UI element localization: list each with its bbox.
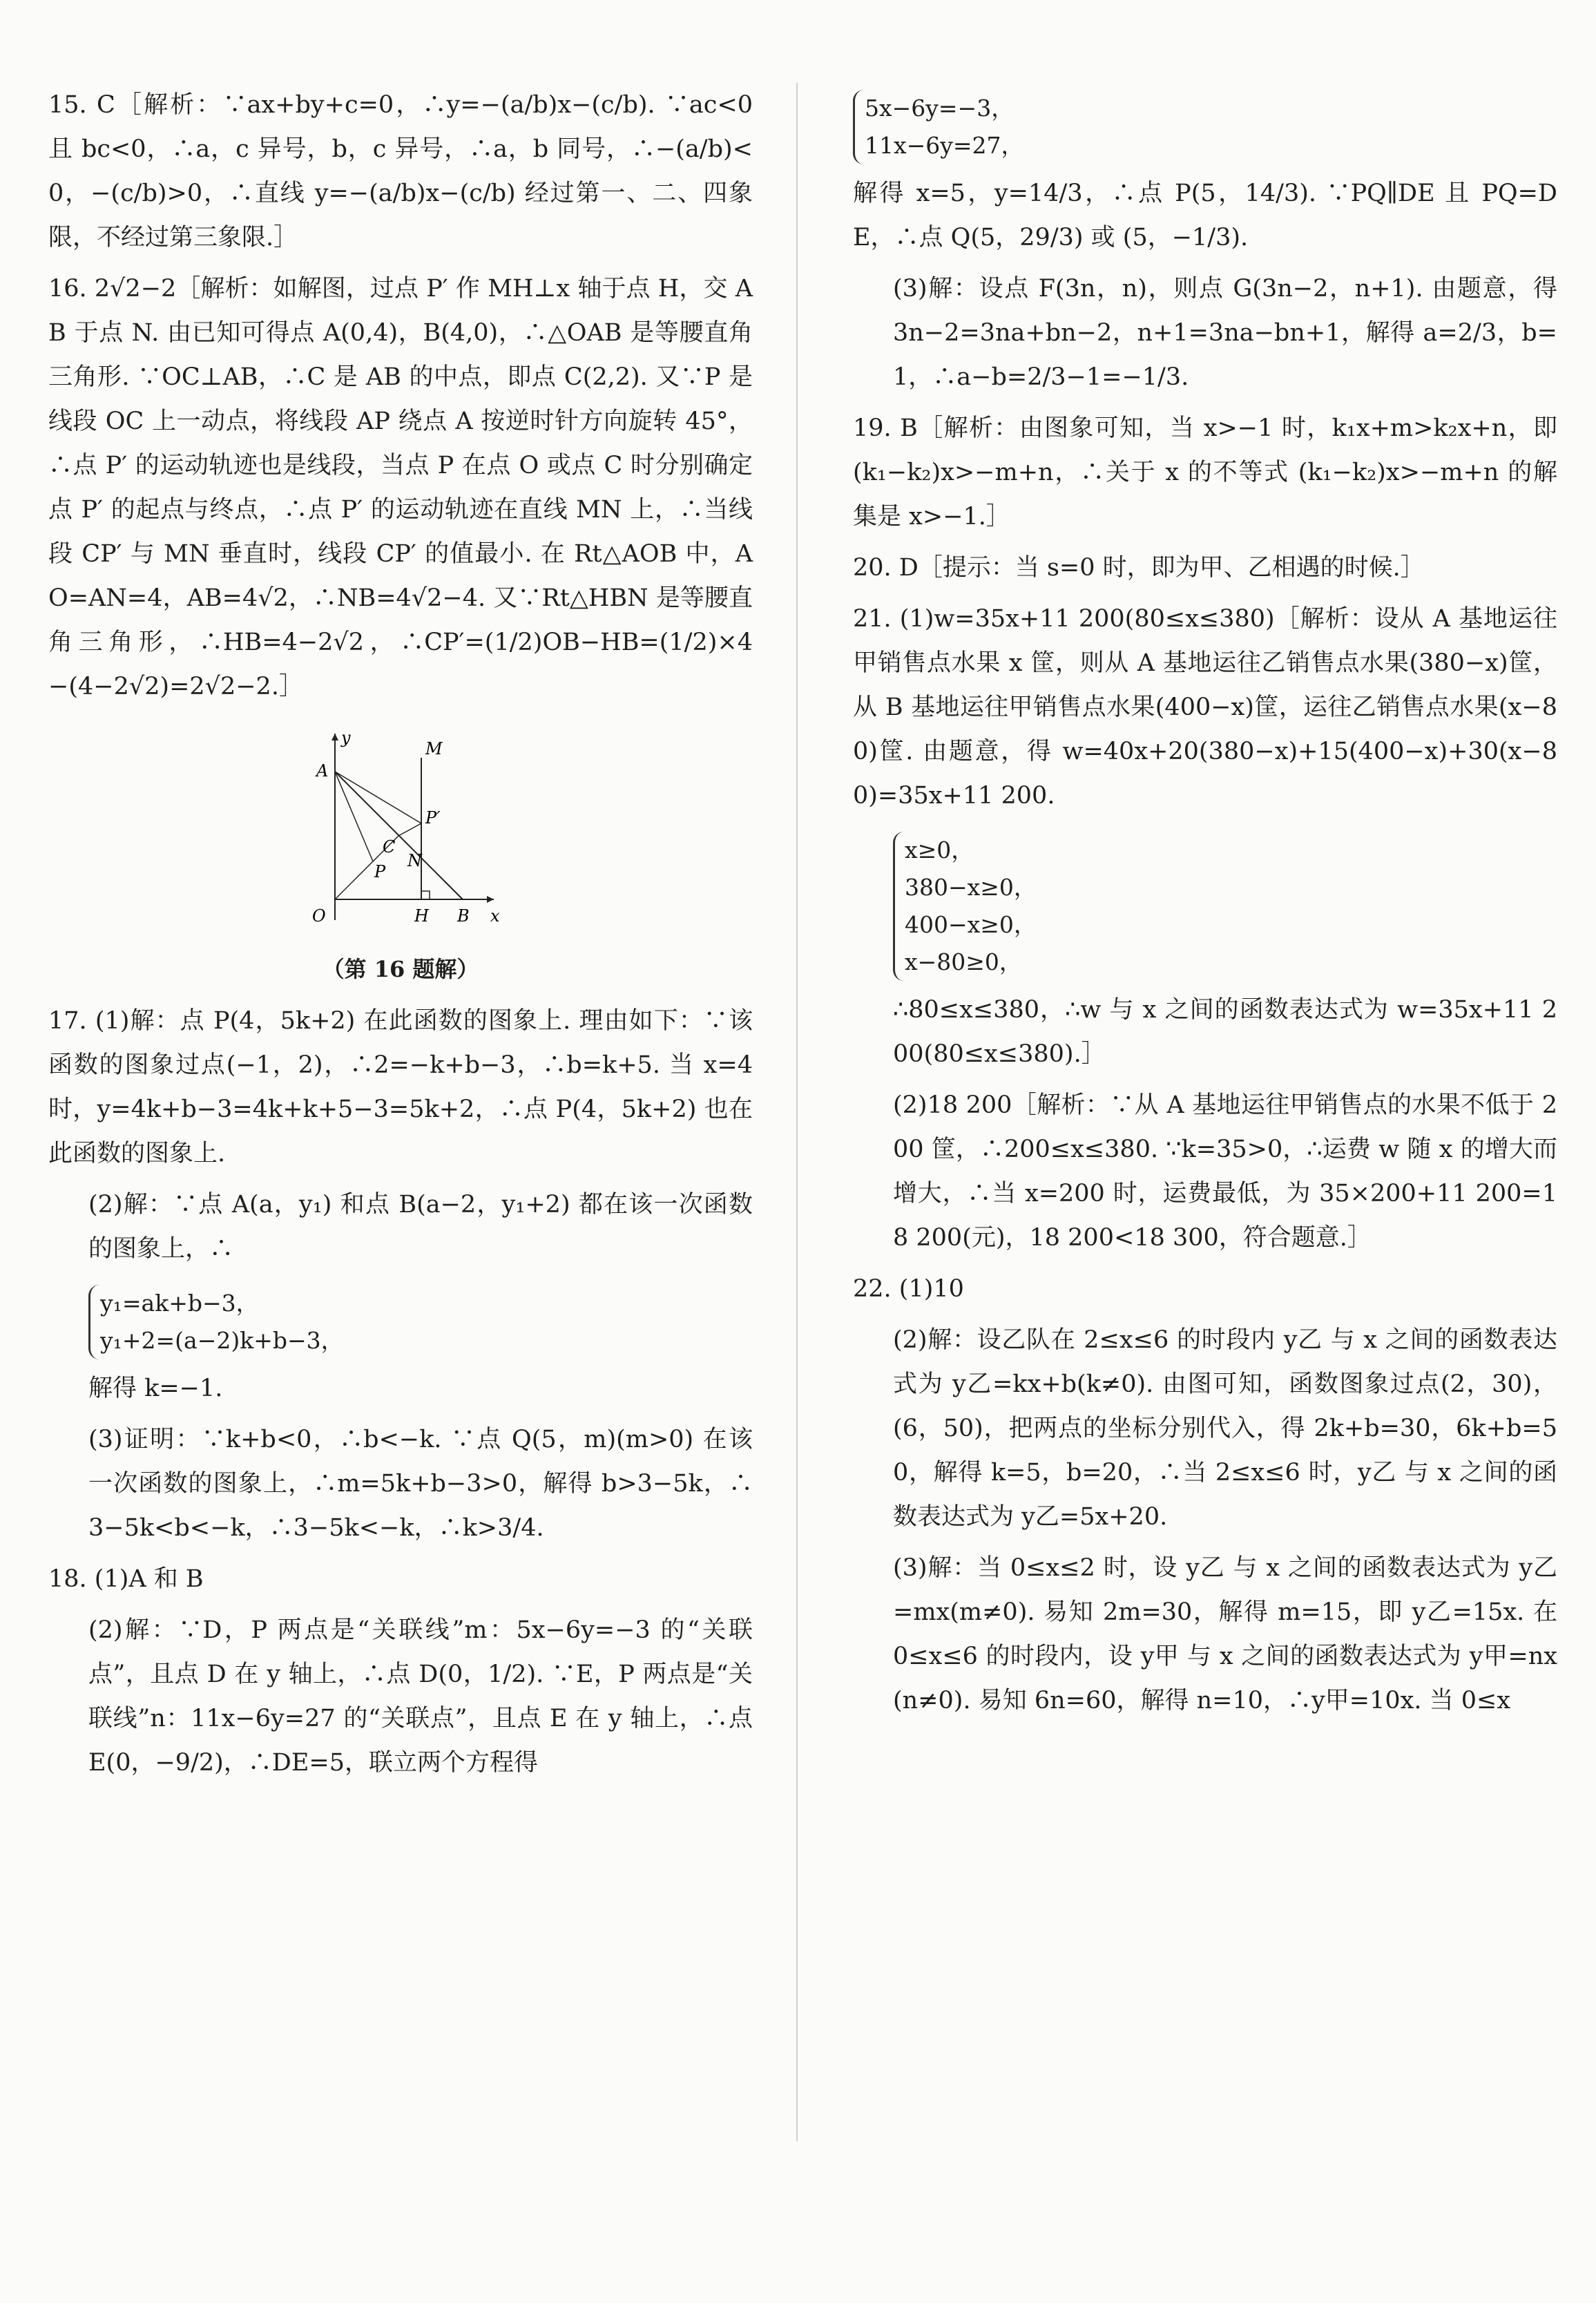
answer-18-3: (3)解：设点 F(3n，n)，则点 G(3n−2，n+1). 由题意，得 3n−2=3na+bn−2，n+1=3na−bn+1，解得 a=2/3，b=1，∴a−b=2/3−1=−1/3.: [893, 275, 1557, 391]
sys21-eq-1: x≥0，: [905, 837, 974, 863]
label-Pp: P′: [425, 808, 441, 828]
answer-18-2: (2)解：∵D，P 两点是“关联线”m：5x−6y=−3 的“关联点”，且点 D 在 y 轴上，∴点 D(0，1/2). ∵E，P 两点是“关联线”n：11x−6y=27 的“关联点”，且点 E 在 y 轴上，∴点 E(0，−9/2)，∴DE=5，联立两个方程得: [88, 1616, 753, 1777]
answer-17-2-system: [88, 1285, 344, 1359]
left-column: [48, 83, 753, 1792]
figure-caption: （第 16 题解）: [322, 956, 479, 982]
answer-18-1: 18. (1)A 和 B: [48, 1565, 204, 1593]
answer-19: 19. B［解析：由图象可知，当 x>−1 时，k₁x+m>k₂x+n，即 (k₁−k₂)x>−m+n，∴关于 x 的不等式 (k₁−k₂)x>−m+n 的解集是 x>−1.］: [853, 414, 1557, 531]
answer-16: 16. 2√2−2［解析：如解图，过点 P′ 作 MH⊥x 轴于点 H，交 AB 于点 N. 由已知可得点 A(0,4)，B(4,0)，∴△OAB 是等腰直角三角形. ∵OC⊥AB，∴C 是 AB 的中点，即点 C(2,2). 又∵P 是线段 OC 上一动点，将线段 AP 绕点 A 按逆时针方向旋转 45°，∴点 P′ 的运动轨迹也是线段，当点 P 在点 O 或点 C 时分别确定点 P′ 的起点与终点，∴点 P′ 的运动轨迹在直线 MN 上，∴当线段 CP′ 与 MN 垂直时，线段 CP′ 的值最小. 在 Rt△AOB 中，AO=AN=4，AB=4√2，∴NB=4√2−4. 又∵Rt△HBN 是等腰直角三角形，∴HB=4−2√2，∴CP′=(1/2)OB−HB=(1/2)×4−(4−2√2)=2√2−2.］: [48, 275, 753, 700]
sys-eq-1: y₁=ak+b−3，: [100, 1290, 259, 1317]
answer-21-1: 21. (1)w=35x+11 200(80≤x≤380)［解析：设从 A 基地运往甲销售点水果 x 筐，则从 A 基地运往乙销售点水果(380−x)筐，从 B 基地运往甲销售点水果(400−x)筐，运往乙销售点水果(x−80)筐. 由题意，得 w=40x+20(380−x)+15(400−x)+30(x−80)=35x+11 200.: [853, 605, 1557, 810]
answer-15: 15. C［解析：∵ax+by+c=0，∴y=−(a/b)x−(c/b). ∵ac<0 且 bc<0，∴a，c 异号，b，c 异号，∴a，b 同号，∴−(a/b)<0，−(c/b)>0，∴直线 y=−(a/b)x−(c/b) 经过第一、二、四象限，不经过第三象限.］: [48, 91, 753, 251]
label-H: H: [414, 906, 429, 926]
answer-22-1: 22. (1)10: [853, 1275, 964, 1303]
sys21-eq-4: x−80≥0，: [905, 948, 1022, 975]
label-M: M: [425, 739, 443, 758]
label-x: x: [490, 906, 500, 926]
label-O: O: [312, 906, 326, 926]
answer-17-1: 17. (1)解：点 P(4，5k+2) 在此函数的图象上. 理由如下：∵该函数的图象过点(−1，2)，∴2=−k+b−3，∴b=k+5. 当 x=4 时，y=4k+b−3=4k+k+5−3=5k+2，∴点 P(4，5k+2) 也在此函数的图象上.: [48, 1007, 753, 1167]
sys18-eq-2: 11x−6y=27，: [865, 132, 1024, 159]
answer-22-2: (2)解：设乙队在 2≤x≤6 的时段内 y乙 与 x 之间的函数表达式为 y乙=kx+b(k≠0). 由图可知，函数图象过点(2，30)，(6，50)，把两点的坐标分别代入，得 2k+b=30，6k+b=50，解得 k=5，b=20，∴当 2≤x≤6 时，y乙 与 x 之间的函数表达式为 y乙=5x+20.: [893, 1326, 1557, 1531]
column-divider: [796, 83, 798, 2141]
answer-18-2-cont: 解得 x=5，y=14/3，∴点 P(5，14/3). ∵PQ∥DE 且 PQ=DE，∴点 Q(5，29/3) 或 (5，−1/3).: [853, 180, 1557, 251]
sys21-eq-2: 380−x≥0，: [905, 874, 1037, 901]
right-column: [853, 83, 1557, 1730]
sys18-eq-1: 5x−6y=−3，: [865, 95, 1015, 122]
answer-21-1-cont: ∴80≤x≤380，∴w 与 x 之间的函数表达式为 w=35x+11 200(80≤x≤380).］: [893, 996, 1557, 1068]
answer-17-2-intro: (2)解：∵点 A(a，y₁) 和点 B(a−2，y₁+2) 都在该一次函数的图象上，∴: [88, 1191, 753, 1263]
label-N: N: [407, 851, 422, 870]
label-y: y: [341, 728, 351, 747]
sys-eq-2: y₁+2=(a−2)k+b−3，: [100, 1327, 344, 1354]
label-A: A: [316, 761, 329, 781]
answer-17-3: (3)证明：∵k+b<0，∴b<−k. ∵点 Q(5，m)(m>0) 在该一次函数的图象上，∴m=5k+b−3>0，解得 b>3−5k，∴3−5k<b<−k，∴3−5k<−k，∴k>3/4.: [88, 1426, 753, 1542]
label-B: B: [457, 906, 470, 926]
label-P: P: [374, 862, 386, 881]
geometry-diagram: [297, 720, 504, 948]
answer-22-3: (3)解：当 0≤x≤2 时，设 y乙 与 x 之间的函数表达式为 y乙=mx(m≠0). 易知 2m=30，解得 m=15，即 y乙=15x. 在 0≤x≤6 的时段内，设 y甲 与 x 之间的函数表达式为 y甲=nx(n≠0). 易知 6n=60，解得 n=10，∴y甲=10x. 当 0≤x: [893, 1554, 1557, 1714]
sys21-eq-3: 400−x≥0，: [905, 911, 1037, 938]
answer-21-system: [893, 832, 1037, 981]
label-C: C: [383, 837, 396, 857]
answer-21-2: (2)18 200［解析：∵从 A 基地运往甲销售点的水果不低于 200 筐，∴200≤x≤380. ∵k=35>0，∴运费 w 随 x 的增大而增大，∴当 x=200 时，运费最低，为 35×200+11 200=18 200(元)，18 200<18 300，符合题意.］: [893, 1091, 1557, 1252]
answer-20: 20. D［提示：当 s=0 时，即为甲、乙相遇的时候.］: [853, 554, 1425, 582]
figure-16: [48, 720, 753, 984]
answer-17-2-result: 解得 k=−1.: [88, 1375, 223, 1402]
answer-18-system: [853, 90, 1024, 164]
